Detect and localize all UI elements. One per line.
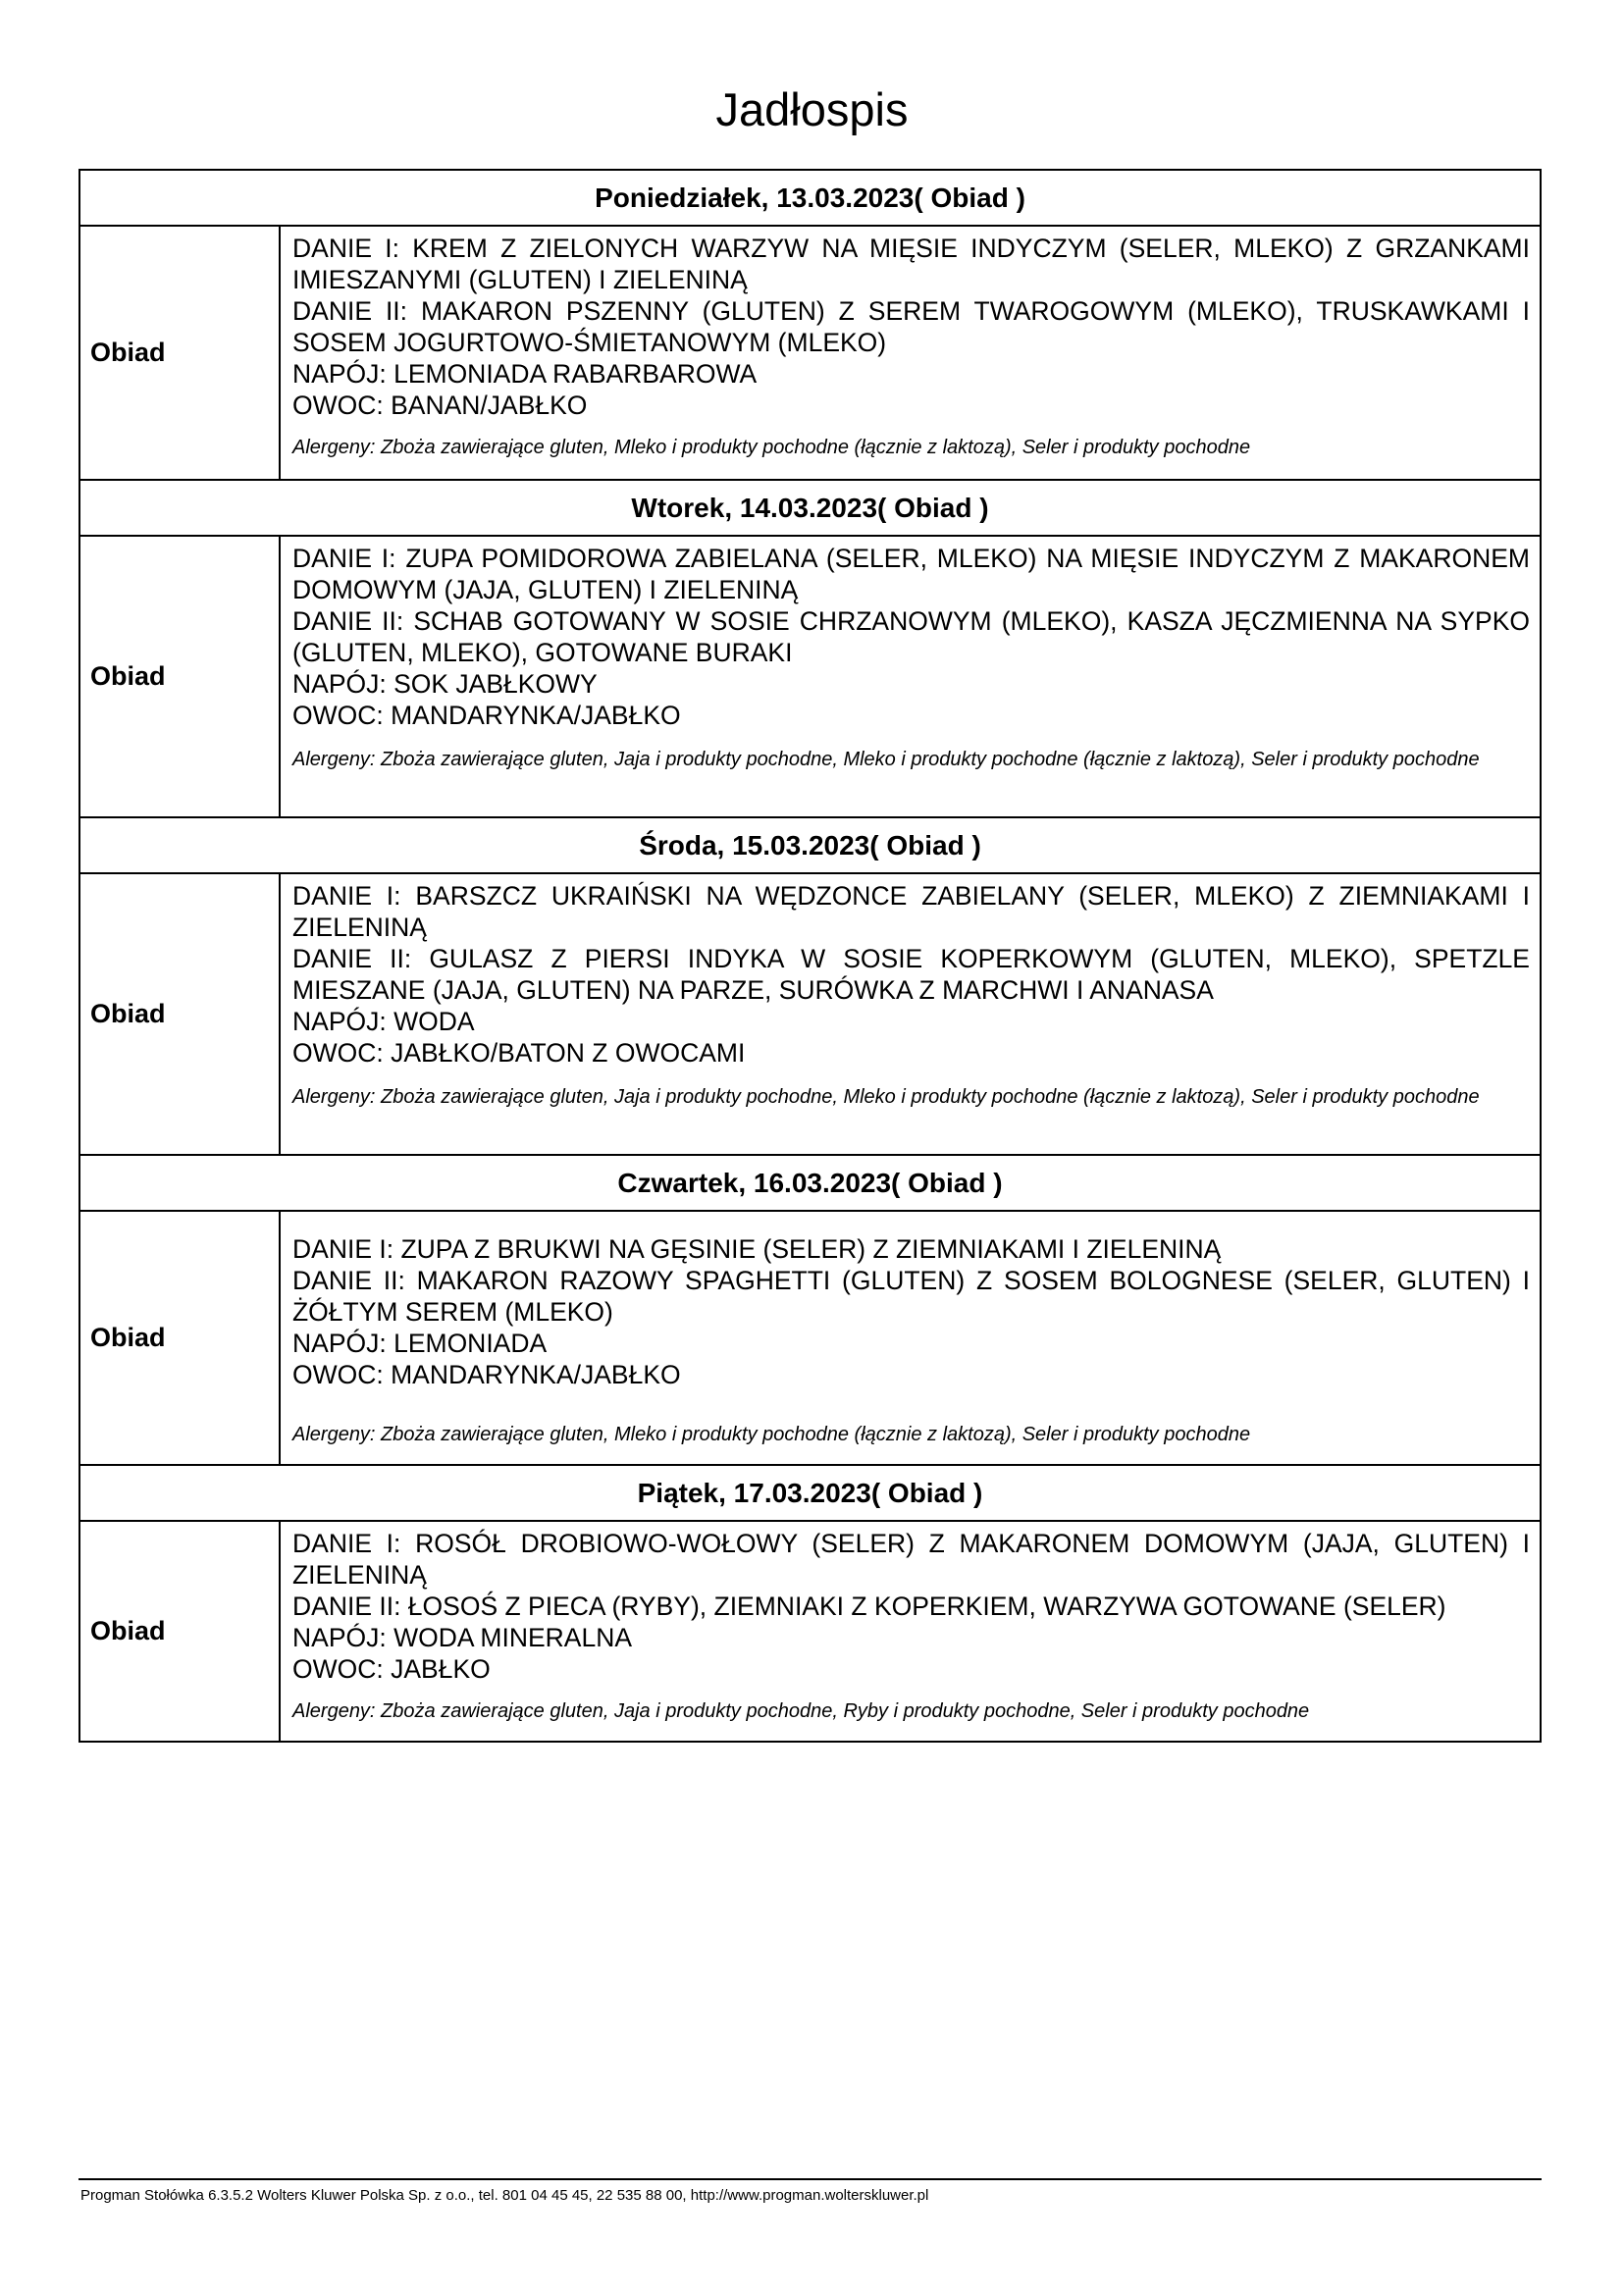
meal-label: Obiad — [79, 536, 280, 817]
drink: NAPÓJ: SOK JABŁKOWY — [292, 669, 598, 699]
meal-row — [79, 873, 1541, 1155]
day-header-tuesday: Wtorek, 14.03.2023( Obiad ) — [79, 480, 1541, 536]
day-header-row — [79, 1155, 1541, 1211]
second-course: DANIE II: GULASZ Z PIERSI INDYKA W SOSIE KOPERKOWYM (GLUTEN, MLEKO), SPETZLE MIESZANE (JAJA, GLUTEN) NA PARZE, SURÓWKA Z MARCHWI I ANANASA — [292, 944, 1530, 1005]
fruit: OWOC: BANAN/JABŁKO — [292, 391, 588, 420]
day-header-row — [79, 817, 1541, 873]
meal-label: Obiad — [79, 873, 280, 1155]
day-header-wednesday: Środa, 15.03.2023( Obiad ) — [79, 817, 1541, 873]
meal-content — [280, 1521, 1541, 1742]
day-header-row — [79, 170, 1541, 226]
first-course: DANIE I: ROSÓŁ DROBIOWO-WOŁOWY (SELER) Z MAKARONEM DOMOWYM (JAJA, GLUTEN) I ZIELENINĄ — [292, 1529, 1530, 1590]
first-course: DANIE I: ZUPA POMIDOROWA ZABIELANA (SELER, MLEKO) NA MIĘSIE INDYCZYM Z MAKARONEM DOMOWYM (JAJA, GLUTEN) I ZIELENINĄ — [292, 544, 1530, 604]
menu-table — [79, 169, 1542, 1743]
meal-content — [280, 536, 1541, 817]
footer-divider — [79, 2178, 1542, 2180]
meal-row — [79, 1211, 1541, 1465]
first-course: DANIE I: KREM Z ZIELONYCH WARZYW NA MIĘSIE INDYCZYM (SELER, MLEKO) Z GRZANKAMI IMIESZANYMI (GLUTEN) I ZIELENINĄ — [292, 234, 1530, 294]
day-header-row — [79, 1465, 1541, 1521]
first-course: DANIE I: BARSZCZ UKRAIŃSKI NA WĘDZONCE ZABIELANY (SELER, MLEKO) Z ZIEMNIAKAMI I ZIELENINĄ — [292, 881, 1530, 942]
meal-row — [79, 226, 1541, 480]
allergens-note: Alergeny: Zboża zawierające gluten, Mleko i produkty pochodne (łącznie z laktozą), Seler i produkty pochodne — [292, 437, 1251, 458]
meal-row — [79, 1521, 1541, 1742]
meal-row — [79, 536, 1541, 817]
second-course: DANIE II: ŁOSOŚ Z PIECA (RYBY), ZIEMNIAKI Z KOPERKIEM, WARZYWA GOTOWANE (SELER) — [292, 1592, 1446, 1621]
meal-content — [280, 873, 1541, 1155]
allergens-note: Alergeny: Zboża zawierające gluten, Jaja i produkty pochodne, Mleko i produkty pochodne (łącznie z laktozą), Seler i produkty pochodne — [292, 749, 1480, 770]
first-course: DANIE I: ZUPA Z BRUKWI NA GĘSINIE (SELER) Z ZIEMNIAKAMI I ZIELENINĄ — [292, 1234, 1222, 1264]
day-header-thursday: Czwartek, 16.03.2023( Obiad ) — [79, 1155, 1541, 1211]
allergens-note: Alergeny: Zboża zawierające gluten, Mleko i produkty pochodne (łącznie z laktozą), Seler i produkty pochodne — [292, 1424, 1251, 1445]
second-course: DANIE II: SCHAB GOTOWANY W SOSIE CHRZANOWYM (MLEKO), KASZA JĘCZMIENNA NA SYPKO (GLUTEN, MLEKO), GOTOWANE BURAKI — [292, 606, 1530, 667]
page-title: Jadłospis — [715, 83, 909, 135]
drink: NAPÓJ: WODA — [292, 1007, 475, 1036]
fruit: OWOC: JABŁKO/BATON Z OWOCAMI — [292, 1038, 746, 1068]
day-header-friday: Piątek, 17.03.2023( Obiad ) — [79, 1465, 1541, 1521]
meal-label: Obiad — [79, 1521, 280, 1742]
allergens-note: Alergeny: Zboża zawierające gluten, Jaja i produkty pochodne, Mleko i produkty pochodne (łącznie z laktozą), Seler i produkty pochodne — [292, 1086, 1480, 1108]
footer-text: Progman Stołówka 6.3.5.2 Wolters Kluwer Polska Sp. z o.o., tel. 801 04 45 45, 22 535 88 00, http://www.progman.wolterskluwer.pl — [80, 2187, 929, 2204]
drink: NAPÓJ: WODA MINERALNA — [292, 1623, 633, 1652]
day-header-row — [79, 480, 1541, 536]
fruit: OWOC: JABŁKO — [292, 1654, 491, 1684]
fruit: OWOC: MANDARYNKA/JABŁKO — [292, 1360, 681, 1389]
day-header-monday: Poniedziałek, 13.03.2023( Obiad ) — [79, 170, 1541, 226]
fruit: OWOC: MANDARYNKA/JABŁKO — [292, 701, 681, 730]
allergens-note: Alergeny: Zboża zawierające gluten, Jaja i produkty pochodne, Ryby i produkty pochodne, Seler i produkty pochodne — [292, 1700, 1310, 1722]
meal-content — [280, 226, 1541, 480]
meal-label: Obiad — [79, 226, 280, 480]
second-course: DANIE II: MAKARON RAZOWY SPAGHETTI (GLUTEN) Z SOSEM BOLOGNESE (SELER, GLUTEN) I ŻÓŁTYM SEREM (MLEKO) — [292, 1266, 1530, 1327]
meal-label: Obiad — [79, 1211, 280, 1465]
drink: NAPÓJ: LEMONIADA RABARBAROWA — [292, 359, 758, 389]
meal-content — [280, 1211, 1541, 1465]
second-course: DANIE II: MAKARON PSZENNY (GLUTEN) Z SEREM TWAROGOWYM (MLEKO), TRUSKAWKAMI I SOSEM JOGURTOWO-ŚMIETANOWYM (MLEKO) — [292, 296, 1530, 357]
drink: NAPÓJ: LEMONIADA — [292, 1329, 548, 1358]
